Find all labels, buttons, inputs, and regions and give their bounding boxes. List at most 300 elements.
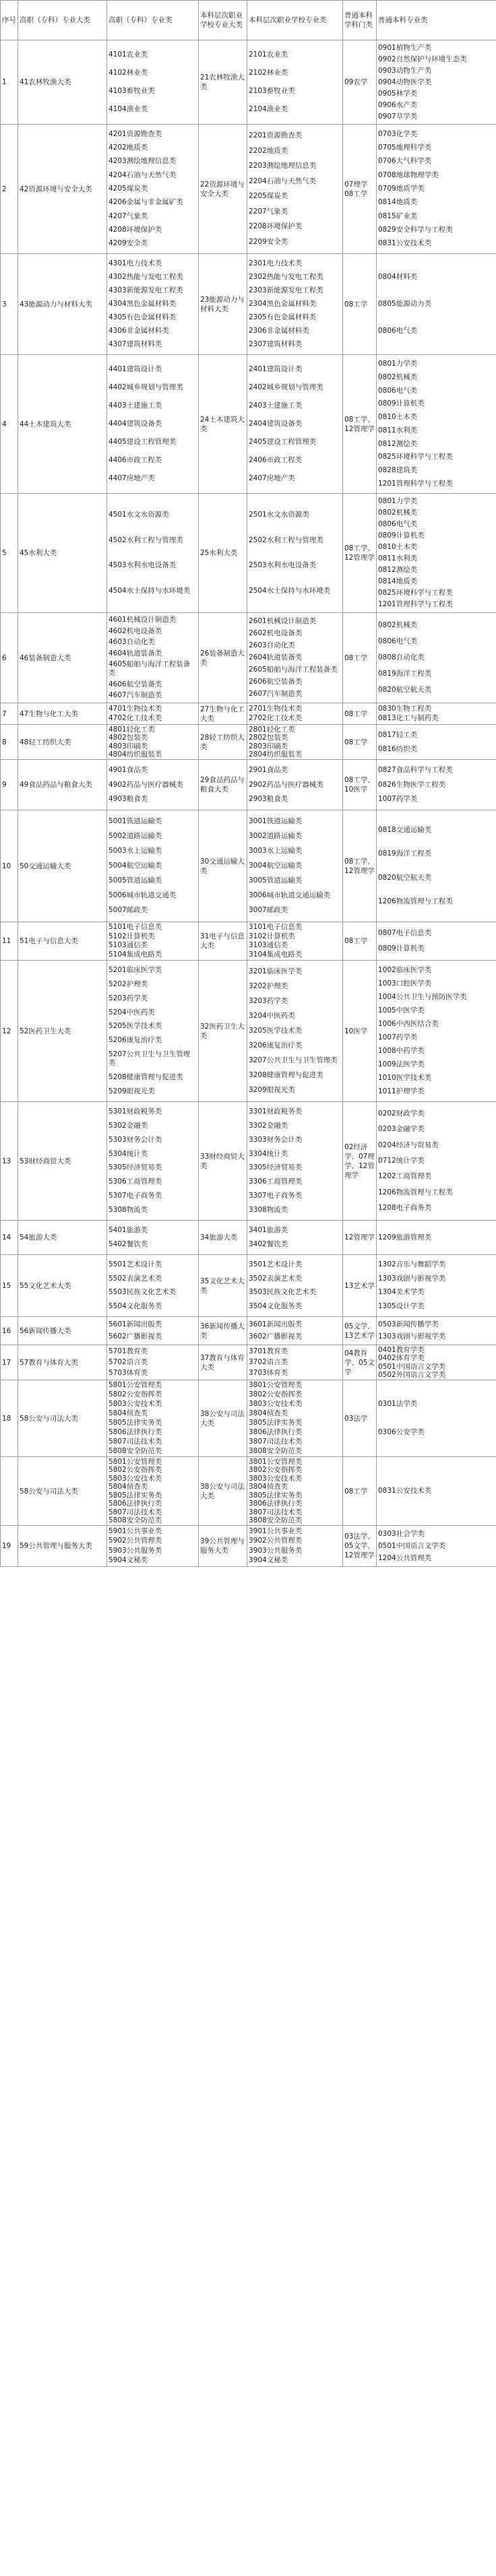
undergraduate-class-item: 3004航空运输类: [249, 862, 303, 870]
undergraduate-class-item: 3802公安指挥类: [249, 1390, 303, 1399]
vocational-class-cell: [107, 1380, 199, 1457]
general-class-cell: [377, 703, 496, 725]
vocational-class-item: 4605船舶与海洋工程装备类: [108, 660, 191, 677]
general-class-item: 0829安全科学与工程类: [378, 225, 453, 234]
undergraduate-class-item: 3103通信类: [249, 941, 288, 950]
header-vocational-major-class: 高职（专科）专业类: [107, 1, 199, 40]
general-class-item: 0904动物医学类: [378, 77, 432, 86]
vocational-class-item: 5803公安技术类: [108, 1474, 162, 1483]
cell-text: 10: [2, 862, 11, 870]
undergraduate-class-cell: [247, 1255, 343, 1317]
vocational-category-cell: [18, 1457, 107, 1526]
general-class-item: 0306公安学类: [378, 1427, 425, 1436]
undergraduate-class-item: 2302热能与发电工程类: [249, 272, 323, 281]
vocational-class-item: 4101农业类: [108, 50, 148, 59]
undergraduate-class-item: 3301财政税务类: [249, 1107, 303, 1116]
vocational-class-item: 5203药学类: [108, 994, 148, 1002]
discipline-cell: [343, 1457, 377, 1526]
vocational-class-item: 5806法律执行类: [108, 1500, 162, 1508]
undergraduate-class-item: 3307电子商务类: [249, 1191, 303, 1200]
general-class-item: 0802机械类: [378, 620, 418, 629]
undergraduate-class-cell: [247, 1102, 343, 1221]
undergraduate-category-cell: [199, 40, 247, 125]
undergraduate-class-item: 3702语言类: [249, 1358, 288, 1366]
general-class-item: 0301法学类: [378, 1400, 418, 1409]
general-class-cell: [377, 1221, 496, 1255]
general-class-item: 1201管理科学与工程类: [378, 600, 453, 609]
vocational-class-item: 5202护理类: [108, 980, 148, 989]
cell-text: 05文学、13艺术学: [344, 1322, 375, 1340]
general-class-item: 0809计算机类: [378, 531, 425, 540]
undergraduate-category-cell: [199, 254, 247, 355]
general-class-cell: [377, 355, 496, 494]
vocational-class-cell: [107, 1345, 199, 1380]
undergraduate-class-item: 2901食品类: [249, 766, 288, 774]
vocational-class-item: 5805法律实务类: [108, 1418, 162, 1427]
undergraduate-class-item: 3305经济贸易类: [249, 1163, 303, 1172]
vocational-class-item: 4301电力技术类: [108, 259, 162, 267]
general-class-item: 0503新闻传播学类: [378, 1320, 439, 1329]
cell-text: 41农林牧渔大类: [20, 78, 71, 86]
undergraduate-class-item: 3206康复治疗类: [249, 1041, 303, 1050]
undergraduate-class-item: 3802公安指挥类: [249, 1466, 303, 1474]
vocational-class-item: 4903粮食类: [108, 795, 148, 803]
cell-text: 54旅游大类: [20, 1233, 57, 1242]
undergraduate-class-cell: [247, 125, 343, 254]
vocational-class-item: 4304黑色金属材料类: [108, 300, 177, 308]
table-row: [1, 1255, 496, 1317]
undergraduate-class-item: 2304黑色金属材料类: [249, 300, 317, 308]
vocational-class-item: 4803印刷类: [108, 742, 148, 750]
general-class-item: 1010医学技术类: [378, 1074, 432, 1083]
general-class-item: 0801力学类: [378, 360, 418, 368]
cell-text: 10医学: [344, 1027, 368, 1035]
seq-cell: [1, 1102, 18, 1221]
general-class-item: 1202工商管理类: [378, 1172, 432, 1181]
vocational-class-item: 4701生物技术类: [108, 704, 162, 713]
vocational-class-item: 5209眼视光类: [108, 1087, 155, 1095]
undergraduate-class-item: 3903公共服务类: [249, 1546, 303, 1555]
vocational-class-cell: [107, 1221, 199, 1255]
general-class-item: 1303戏剧与影视学类: [378, 1332, 446, 1341]
undergraduate-class-cell: [247, 1221, 343, 1255]
general-class-item: 0901植物生产类: [378, 43, 432, 52]
general-class-item: 0204经济与贸易类: [378, 1140, 439, 1149]
discipline-cell: [343, 355, 377, 494]
general-class-item: 1009法医学类: [378, 1060, 425, 1069]
vocational-category-cell: [18, 125, 107, 254]
seq-cell: [1, 922, 18, 961]
general-class-item: 1005中医学类: [378, 1006, 425, 1015]
cell-text: 08工学、12管理学: [344, 857, 375, 875]
vocational-class-item: 4205煤炭类: [108, 184, 148, 193]
vocational-class-item: 5303财务会计类: [108, 1135, 162, 1144]
vocational-class-cell: [107, 254, 199, 355]
undergraduate-class-item: 3801公安管理类: [249, 1381, 303, 1390]
general-class-cell: [377, 725, 496, 760]
undergraduate-class-item: 3104集成电路类: [249, 950, 303, 959]
undergraduate-class-item: 3601新闻出版类: [249, 1320, 303, 1329]
vocational-class-item: 4504水土保持与水环境类: [108, 586, 191, 595]
cell-text: 38公安与司法大类: [200, 1482, 245, 1500]
general-class-item: 0814地质类: [378, 198, 418, 207]
undergraduate-class-item: 2306非金属材料类: [249, 327, 309, 335]
general-class-item: 0809计算机类: [378, 399, 425, 408]
vocational-class-item: 5208健康管理与促进类: [108, 1072, 183, 1081]
undergraduate-class-item: 3805法律实务类: [249, 1418, 303, 1427]
vocational-class-cell: [107, 703, 199, 725]
table-row: [1, 40, 496, 125]
table-row: [1, 355, 496, 494]
cell-text: 8: [2, 738, 7, 746]
general-class-cell: [377, 494, 496, 613]
undergraduate-class-item: 3806法律执行类: [249, 1427, 303, 1436]
undergraduate-class-item: 2401建筑设计类: [249, 364, 303, 373]
vocational-class-item: 5002道路运输类: [108, 831, 162, 840]
vocational-category-cell: [18, 355, 107, 494]
cell-text: 51电子与信息大类: [20, 937, 78, 945]
vocational-class-item: 5807司法技术类: [108, 1437, 162, 1446]
vocational-class-cell: [107, 1526, 199, 1567]
table-header-row: [1, 1, 496, 40]
vocational-class-cell: [107, 1255, 199, 1317]
vocational-class-item: 5205医学技术类: [108, 1022, 162, 1031]
undergraduate-class-item: 2303新能源发电工程类: [249, 286, 323, 294]
vocational-class-item: 4607汽车制造类: [108, 691, 162, 699]
seq-cell: [1, 760, 18, 810]
undergraduate-category-cell: [199, 1221, 247, 1255]
vocational-class-item: 5601新闻出版类: [108, 1320, 162, 1329]
cell-text: 42资源环境与安全大类: [20, 185, 92, 193]
seq-cell: [1, 40, 18, 125]
discipline-cell: [343, 961, 377, 1102]
vocational-class-item: 5302金融类: [108, 1122, 148, 1130]
general-class-cell: [377, 1345, 496, 1380]
undergraduate-class-cell: [247, 760, 343, 810]
header-vocational-major-category: 高职（专科）专业大类: [18, 1, 107, 40]
cell-text: 27生物与化工大类: [200, 705, 245, 723]
vocational-category-cell: [18, 1102, 107, 1221]
undergraduate-category-cell: [199, 1526, 247, 1567]
header-undergraduate-vocational-category: 本科层次职业学校专业大类: [199, 1, 247, 40]
cell-text: 52医药卫生大类: [20, 1027, 71, 1035]
general-class-item: 1002临床医学类: [378, 965, 432, 974]
general-class-cell: [377, 1457, 496, 1526]
table-row: [1, 703, 496, 725]
cell-text: 46装备制造大类: [20, 653, 71, 662]
undergraduate-class-item: 3302金融类: [249, 1122, 288, 1130]
general-class-item: 0805能源动力类: [378, 300, 432, 308]
undergraduate-class-item: 2404建筑设备类: [249, 420, 303, 428]
undergraduate-class-cell: [247, 725, 343, 760]
vocational-class-item: 4804纺织服装类: [108, 750, 162, 759]
general-class-item: 1004公共卫生与预防医学类: [378, 992, 467, 1001]
general-class-item: 1007药学类: [378, 1033, 418, 1041]
vocational-class-item: 5006城市轨道交通类: [108, 891, 177, 900]
table-row: [1, 613, 496, 703]
undergraduate-class-item: 3205医学技术类: [249, 1026, 303, 1035]
table-row: [1, 810, 496, 922]
table-row: [1, 1221, 496, 1255]
header-general-discipline: 普通本科学科门类: [343, 1, 377, 40]
general-class-item: 0825环境科学与工程类: [378, 453, 453, 461]
cell-text: 11: [2, 937, 11, 945]
vocational-class-item: 5801公安管理类: [108, 1381, 162, 1390]
undergraduate-class-cell: [247, 40, 343, 125]
vocational-class-item: 5802公安指挥类: [108, 1390, 162, 1399]
undergraduate-class-item: 3502表演艺术类: [249, 1274, 303, 1283]
vocational-class-item: 5101电子信息类: [108, 923, 162, 932]
cell-text: 08工学: [344, 937, 368, 945]
vocational-class-cell: [107, 1102, 199, 1221]
discipline-cell: [343, 613, 377, 703]
cell-text: 36新闻传播大类: [200, 1322, 245, 1340]
cell-text: 59公共管理与服务大类: [20, 1542, 92, 1550]
vocational-class-item: 4401建筑设计类: [108, 364, 162, 373]
cell-text: 08工学: [344, 653, 368, 662]
general-class-item: 0820航空航天类: [378, 873, 432, 882]
vocational-category-cell: [18, 254, 107, 355]
undergraduate-class-item: 2201资源勘查类: [249, 131, 303, 140]
general-class-cell: [377, 760, 496, 810]
undergraduate-class-item: 3501艺术设计类: [249, 1260, 303, 1269]
undergraduate-class-item: 3201临床医学类: [249, 967, 303, 975]
general-class-item: 0813化工与制药类: [378, 714, 439, 723]
general-class-item: 0902自然保护与环境生态类: [378, 55, 467, 63]
undergraduate-class-item: 2209安全类: [249, 237, 288, 246]
undergraduate-class-item: 3804侦查类: [249, 1483, 288, 1491]
undergraduate-class-item: 3101电子信息类: [249, 923, 303, 932]
general-class-item: 0905林学类: [378, 89, 418, 98]
general-class-item: 0703化学类: [378, 129, 418, 138]
vocational-class-cell: [107, 494, 199, 613]
undergraduate-class-item: 2307建筑材料类: [249, 340, 303, 349]
undergraduate-class-item: 2405建设工程管理类: [249, 438, 317, 447]
undergraduate-class-cell: [247, 1345, 343, 1380]
vocational-class-item: 5804侦查类: [108, 1409, 148, 1417]
vocational-class-item: 5808安全防范类: [108, 1516, 162, 1524]
vocational-class-item: 5701教育类: [108, 1347, 148, 1356]
cell-text: 21农林牧渔大类: [200, 73, 245, 91]
undergraduate-class-item: 2503水利水电设备类: [249, 561, 317, 570]
vocational-category-cell: [18, 1317, 107, 1345]
vocational-class-item: 5504文化服务类: [108, 1301, 162, 1310]
undergraduate-category-cell: [199, 494, 247, 613]
vocational-class-item: 4202地质类: [108, 143, 148, 152]
undergraduate-class-cell: [247, 810, 343, 922]
vocational-class-cell: [107, 760, 199, 810]
vocational-class-item: 5502表演艺术类: [108, 1274, 162, 1283]
undergraduate-class-item: 3803公安技术类: [249, 1474, 303, 1483]
discipline-cell: [343, 1317, 377, 1345]
table-row: [1, 1457, 496, 1526]
vocational-category-cell: [18, 40, 107, 125]
undergraduate-category-cell: [199, 1380, 247, 1457]
vocational-class-cell: [107, 922, 199, 961]
general-class-item: 0816纺织类: [378, 744, 418, 753]
cell-text: 04教育学、05文学: [344, 1349, 375, 1376]
undergraduate-class-item: 3209眼视光类: [249, 1086, 295, 1095]
undergraduate-class-item: 2502水利工程与管理类: [249, 536, 323, 544]
discipline-cell: [343, 922, 377, 961]
undergraduate-class-item: 2208环境保护类: [249, 222, 303, 231]
undergraduate-class-item: 3007邮政类: [249, 906, 288, 915]
general-class-item: 0812测绘类: [378, 439, 418, 448]
undergraduate-class-item: 3806法律执行类: [249, 1500, 303, 1508]
vocational-class-item: 4502水利工程与管理类: [108, 536, 183, 544]
vocational-class-item: 4606航空装备类: [108, 680, 162, 688]
general-class-item: 1011护理学类: [378, 1087, 425, 1096]
undergraduate-class-item: 2504水土保持与水环境类: [249, 586, 331, 595]
general-class-item: 1206物流管理与工程类: [378, 1188, 453, 1196]
seq-cell: [1, 1255, 18, 1317]
undergraduate-class-cell: [247, 1457, 343, 1526]
general-class-item: 0502外国语言文学类: [378, 1371, 446, 1379]
vocational-class-item: 5005管道运输类: [108, 876, 162, 885]
undergraduate-class-item: 3801公安管理类: [249, 1457, 303, 1466]
table-row: [1, 760, 496, 810]
vocational-class-item: 5206康复治疗类: [108, 1036, 162, 1045]
cell-text: 02经济学、07理学、12管理学: [344, 1142, 375, 1180]
cell-text: 39公共管理与服务大类: [200, 1537, 245, 1555]
general-class-item: 1201管理科学与工程类: [378, 479, 453, 488]
undergraduate-class-item: 2603自动化类: [249, 641, 295, 649]
vocational-class-item: 4602机电设备类: [108, 626, 162, 635]
vocational-class-item: 4204石油与天然气类: [108, 170, 177, 179]
general-class-item: 0401教育学类: [378, 1345, 425, 1354]
vocational-class-item: 4503水利水电设备类: [108, 561, 177, 570]
cell-text: 08工学: [344, 738, 368, 746]
vocational-class-item: 5204中医药类: [108, 1008, 155, 1017]
general-class-item: 0705地理科学类: [378, 143, 432, 152]
undergraduate-class-item: 3401旅游类: [249, 1226, 288, 1235]
discipline-cell: [343, 1102, 377, 1221]
cell-text: 9: [2, 781, 7, 789]
vocational-class-item: 5201临床医学类: [108, 966, 162, 975]
vocational-class-cell: [107, 961, 199, 1102]
cell-text: 15: [2, 1281, 11, 1290]
cell-text: 57教育与体育大类: [20, 1358, 78, 1367]
table-row: [1, 1380, 496, 1457]
cell-text: 4: [2, 420, 7, 428]
general-class-item: 0712统计学类: [378, 1157, 425, 1165]
vocational-class-item: 5808安全防范类: [108, 1446, 162, 1455]
vocational-class-item: 5104集成电路类: [108, 950, 162, 959]
seq-cell: [1, 1345, 18, 1380]
general-class-item: 0809计算机类: [378, 944, 425, 953]
general-class-item: 1204公共管理类: [378, 1553, 432, 1562]
undergraduate-class-item: 2202地质类: [249, 146, 288, 155]
vocational-category-cell: [18, 725, 107, 760]
general-class-item: 0501中国语言文学类: [378, 1362, 446, 1371]
vocational-category-cell: [18, 810, 107, 922]
undergraduate-class-item: 3808安全防范类: [249, 1446, 303, 1455]
seq-cell: [1, 1317, 18, 1345]
vocational-class-cell: [107, 355, 199, 494]
general-class-item: 1206物流管理与工程类: [378, 897, 453, 906]
vocational-class-item: 5903公共服务类: [108, 1546, 162, 1555]
undergraduate-category-cell: [199, 1255, 247, 1317]
cell-text: 38公安与司法大类: [200, 1409, 245, 1427]
undergraduate-class-item: 2804纺织服装类: [249, 750, 303, 759]
undergraduate-class-cell: [247, 355, 343, 494]
cell-text: 32医药卫生大类: [200, 1022, 245, 1040]
table-row: [1, 125, 496, 254]
undergraduate-class-item: 2802包装类: [249, 734, 288, 742]
vocational-class-item: 4601机械设计制造类: [108, 616, 177, 624]
undergraduate-class-item: 2702化工技术类: [249, 714, 303, 723]
undergraduate-class-item: 2407房地产类: [249, 474, 295, 483]
general-class-item: 0801力学类: [378, 496, 418, 505]
cell-text: 2: [2, 185, 7, 193]
general-class-item: 0827食品科学与工程类: [378, 766, 453, 774]
cell-text: 5: [2, 549, 7, 557]
discipline-cell: [343, 703, 377, 725]
vocational-class-item: 4406市政工程类: [108, 456, 162, 465]
undergraduate-class-item: 3807司法技术类: [249, 1437, 303, 1446]
general-class-cell: [377, 613, 496, 703]
undergraduate-class-item: 2104渔业类: [249, 105, 288, 114]
undergraduate-class-item: 2402城乡规划与管理类: [249, 383, 323, 391]
undergraduate-class-item: 2803印刷类: [249, 742, 288, 750]
undergraduate-class-item: 2305有色金属材料类: [249, 313, 317, 322]
seq-cell: [1, 810, 18, 922]
general-class-item: 0825环境科学与工程类: [378, 589, 453, 598]
general-class-item: 0203金融学类: [378, 1125, 425, 1134]
vocational-class-item: 4402城乡规划与管理类: [108, 383, 183, 391]
undergraduate-class-item: 3602广播影视类: [249, 1332, 303, 1341]
general-class-item: 1007药学类: [378, 795, 418, 803]
vocational-class-item: 4201资源勘查类: [108, 129, 162, 138]
seq-cell: [1, 725, 18, 760]
cell-text: 03法学、05文学、12管理学: [344, 1533, 375, 1559]
table-row: [1, 494, 496, 613]
undergraduate-class-item: 3402餐饮类: [249, 1239, 288, 1248]
undergraduate-class-cell: [247, 703, 343, 725]
vocational-class-item: 5004航空运输类: [108, 862, 162, 870]
vocational-class-item: 4207气象类: [108, 212, 148, 220]
general-class-item: 1003口腔医学类: [378, 979, 432, 988]
undergraduate-class-item: 2203测绘地理信息类: [249, 162, 317, 170]
undergraduate-class-item: 2602机电设备类: [249, 629, 303, 637]
vocational-class-cell: [107, 725, 199, 760]
undergraduate-class-item: 2902药品与医疗器械类: [249, 780, 323, 789]
undergraduate-class-item: 2801轻化工类: [249, 725, 295, 734]
general-class-item: 0815矿业类: [378, 212, 418, 220]
discipline-cell: [343, 1345, 377, 1380]
general-class-cell: [377, 810, 496, 922]
cell-text: 45水利大类: [20, 549, 57, 557]
vocational-class-item: 5602广播影视类: [108, 1332, 162, 1341]
discipline-cell: [343, 494, 377, 613]
vocational-class-item: 4802包装类: [108, 734, 148, 742]
vocational-category-cell: [18, 494, 107, 613]
discipline-cell: [343, 725, 377, 760]
general-class-item: 1209旅游管理类: [378, 1233, 432, 1242]
general-class-cell: [377, 40, 496, 125]
table-row: [1, 1102, 496, 1221]
vocational-class-item: 5702语言类: [108, 1358, 148, 1366]
undergraduate-class-cell: [247, 922, 343, 961]
vocational-class-item: 4407房地产类: [108, 474, 155, 483]
cell-text: 08工学、10医学: [344, 776, 375, 794]
cell-text: 12: [2, 1027, 11, 1035]
general-class-item: 1006中西医结合类: [378, 1019, 439, 1028]
undergraduate-class-cell: [247, 1526, 343, 1567]
cell-text: 1: [2, 78, 7, 86]
general-class-item: 0806电气类: [378, 637, 418, 645]
table-row: [1, 922, 496, 961]
